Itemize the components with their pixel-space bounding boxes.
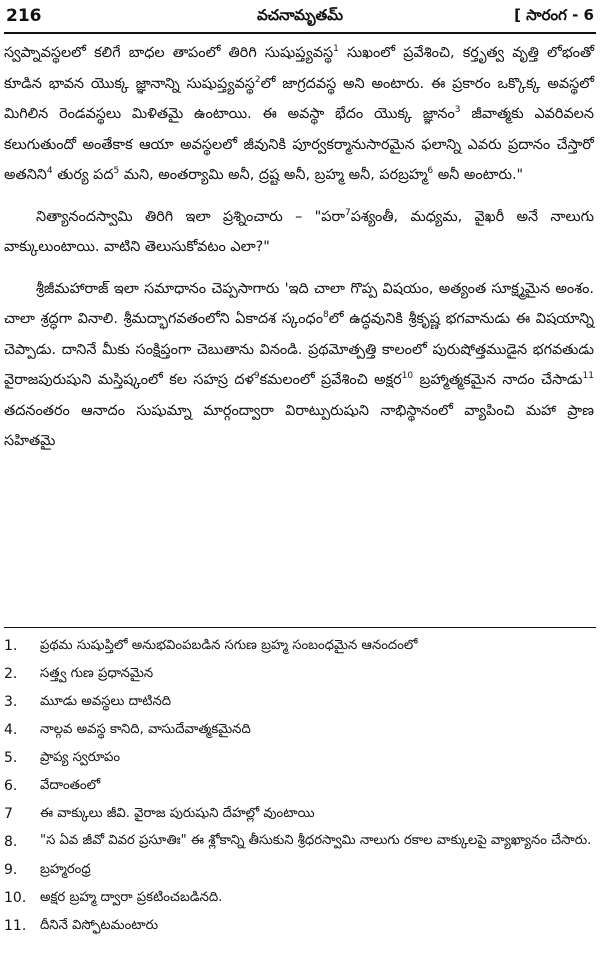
main-text bbox=[4, 38, 594, 457]
footnote-number: 1. bbox=[4, 638, 18, 654]
footnote-marker: 2 bbox=[254, 74, 261, 85]
footnote-number: 7 bbox=[4, 806, 13, 822]
text-run: తదనంతరం ఆనాదం సుషుమ్నా మార్గంద్వారా విరాట్పురుషుని నాభిస్థానంలో వ్యాపించి మహా ప్రాణ సహితమై bbox=[4, 402, 594, 449]
footnote-number: 2. bbox=[4, 666, 18, 682]
footnote-item bbox=[4, 632, 596, 660]
text-run: కమలంలో ప్రవేశించి అక్షర bbox=[259, 372, 402, 388]
footnote-item bbox=[4, 744, 596, 772]
paragraph bbox=[4, 202, 594, 263]
footnote-item bbox=[4, 660, 596, 688]
footnote-item bbox=[4, 716, 596, 744]
footnote-rule bbox=[4, 627, 596, 628]
footnote-marker: 4 bbox=[46, 166, 53, 177]
footnote-item bbox=[4, 772, 596, 800]
footnote-number: 6. bbox=[4, 778, 18, 794]
footnote-item bbox=[4, 912, 596, 940]
page-number: 216 bbox=[6, 6, 42, 26]
footnote-list bbox=[4, 632, 596, 940]
footnote-item bbox=[4, 688, 596, 716]
footnote-number: 3. bbox=[4, 694, 18, 710]
footnote-text: ప్రథమ సుషుప్తిలో అనుభవింపబడిన సగుణ బ్రహ్మ సంబంధమైన ఆనందంలో bbox=[40, 638, 418, 653]
footnote-number: 5. bbox=[4, 750, 18, 766]
book-title: వచనామృతమ్ bbox=[256, 6, 343, 24]
footnote-text: నాల్గవ అవస్థ కానిది, వాసుదేవాత్మకమైనది bbox=[40, 722, 251, 737]
paragraph bbox=[4, 38, 594, 191]
text-run: సుఖంలో ప్రవేశించి, కర్తృత్వ వృత్తి లోభంతో కూడిన భావన యొక్క జ్ఞానాన్ని సుషుప్త్యవస్థ bbox=[4, 45, 594, 92]
running-header bbox=[4, 0, 596, 34]
footnote-marker: 11 bbox=[582, 371, 594, 382]
footnote-text: వేదాంతంలో bbox=[40, 778, 101, 793]
paragraph bbox=[4, 274, 594, 457]
footnote-marker: 10 bbox=[401, 371, 414, 382]
footnote-text: సత్త్వ గుణ ప్రధానమైన bbox=[40, 666, 154, 681]
section-label: [ సారంగ - 6 bbox=[514, 6, 594, 24]
footnote-text: మూడు అవస్థలు దాటినది bbox=[40, 694, 172, 709]
text-run: జీవాత్మకు ఎవరివలన కలుగుతుందో అంతేకాక ఆయా అవస్థలలో జీవునికి పూర్వకర్మానుసారమైన ఫలాన్ని ఎవరు ప్రదానం చేస్తారో అతనిని bbox=[4, 106, 594, 183]
text-run: లో ఉద్ధవునికి శ్రీకృష్ణ భగవానుడు ఈ విషయాన్ని చెప్పాడు. దానినే మీకు సంక్షిప్తంగా చెబుతాను వినండి. ప్రథమోత్పత్తి కాలంలో పురుషోత్తముడైన భగవతుడు వైరాజపురుషుని మస్తిష్కంలో కల సహస్ర దళ bbox=[4, 311, 594, 388]
header-rule bbox=[4, 32, 596, 34]
footnote-item bbox=[4, 884, 596, 912]
footnote-marker: 8 bbox=[323, 310, 329, 321]
footnote-item bbox=[4, 856, 596, 884]
footnote-text: ప్రాప్య స్వరూపం bbox=[40, 750, 121, 765]
footnote-number: 11. bbox=[4, 918, 27, 934]
footnote-marker: 3 bbox=[454, 105, 461, 116]
footnote-marker: 1 bbox=[333, 44, 339, 55]
text-run: మని, అంతర్యామి అనీ, ద్రష్ట అనీ, బ్రహ్మ అనీ, పరబ్రహ్మ bbox=[119, 167, 428, 183]
text-run: లో జాగ్రదవస్థ అని అంటారు. ఈ ప్రకారం ఒక్కొక్క అవస్థలో మిగిలిన రెండవస్థలు మిళితమై ఉంటాయి. ఈ అవస్థా భేదం యొక్క జ్ఞానం bbox=[4, 75, 594, 122]
footnote-marker: 7 bbox=[344, 207, 351, 218]
text-run: బ్రహ్మాత్మకమైన నాదం చేసాడు bbox=[413, 372, 583, 388]
footnote-text: బ్రహ్మరంధ్ర bbox=[40, 862, 91, 877]
text-run: నిత్యానందస్వామి తిరిగి ఇలా ప్రశ్నించారు – "పరా bbox=[36, 208, 345, 225]
footnote-marker: 6 bbox=[427, 166, 434, 177]
footnote-number: 4. bbox=[4, 722, 18, 738]
text-run: స్వప్నావస్థలలో కలిగే బాధల తాపంలో తిరిగి సుషుప్త్యవస్థ bbox=[4, 45, 334, 61]
footnote-text: దీనినే విస్ఫోటమంటారు bbox=[40, 918, 159, 933]
footnote-item bbox=[4, 828, 596, 856]
footnote-text: ఈ వాక్కులు జీవి. వైరాజ పురుషుని దేహల్లో వుంటాయి bbox=[40, 806, 315, 821]
text-run: శ్రీజీమహారాజ్ ఇలా సమాధానం చెప్పసాగారు 'ఇది చాలా గొప్ప విషయం, అత్యంత సూక్ష్మమైన అంశం. చాలా శ్రద్ధగా వినాలి. శ్రీమద్భాగవతంలోని ఏకాదశ స్కంధం bbox=[4, 280, 594, 327]
text-run: అనీ అంటారు." bbox=[433, 167, 524, 183]
footnote-number: 8. bbox=[4, 834, 18, 850]
footnote-number: 9. bbox=[4, 862, 18, 878]
footnote-marker: 9 bbox=[253, 371, 260, 382]
footnote-marker: 5 bbox=[113, 166, 120, 177]
footnote-text: అక్షర బ్రహ్మ ద్వారా ప్రకటించబడినది. bbox=[40, 890, 223, 905]
footnote-text: "స ఏవ జీవో వివర ప్రసూతిః" ఈ శ్లోకాన్ని తీసుకుని శ్రీధరస్వామి నాలుగు రకాల వాక్కులపై వ్యాఖ్యానం చేసారు. bbox=[40, 833, 592, 848]
text-run: తుర్య పద bbox=[52, 167, 114, 183]
text-run: పశ్యంతీ, మధ్యమ, వైఖరీ అనే నాలుగు వాక్కులుంటాయి. వాటిని తెలుసుకోవటం ఎలా?" bbox=[4, 208, 594, 255]
footnote-number: 10. bbox=[4, 890, 27, 906]
footnote-item bbox=[4, 800, 596, 828]
